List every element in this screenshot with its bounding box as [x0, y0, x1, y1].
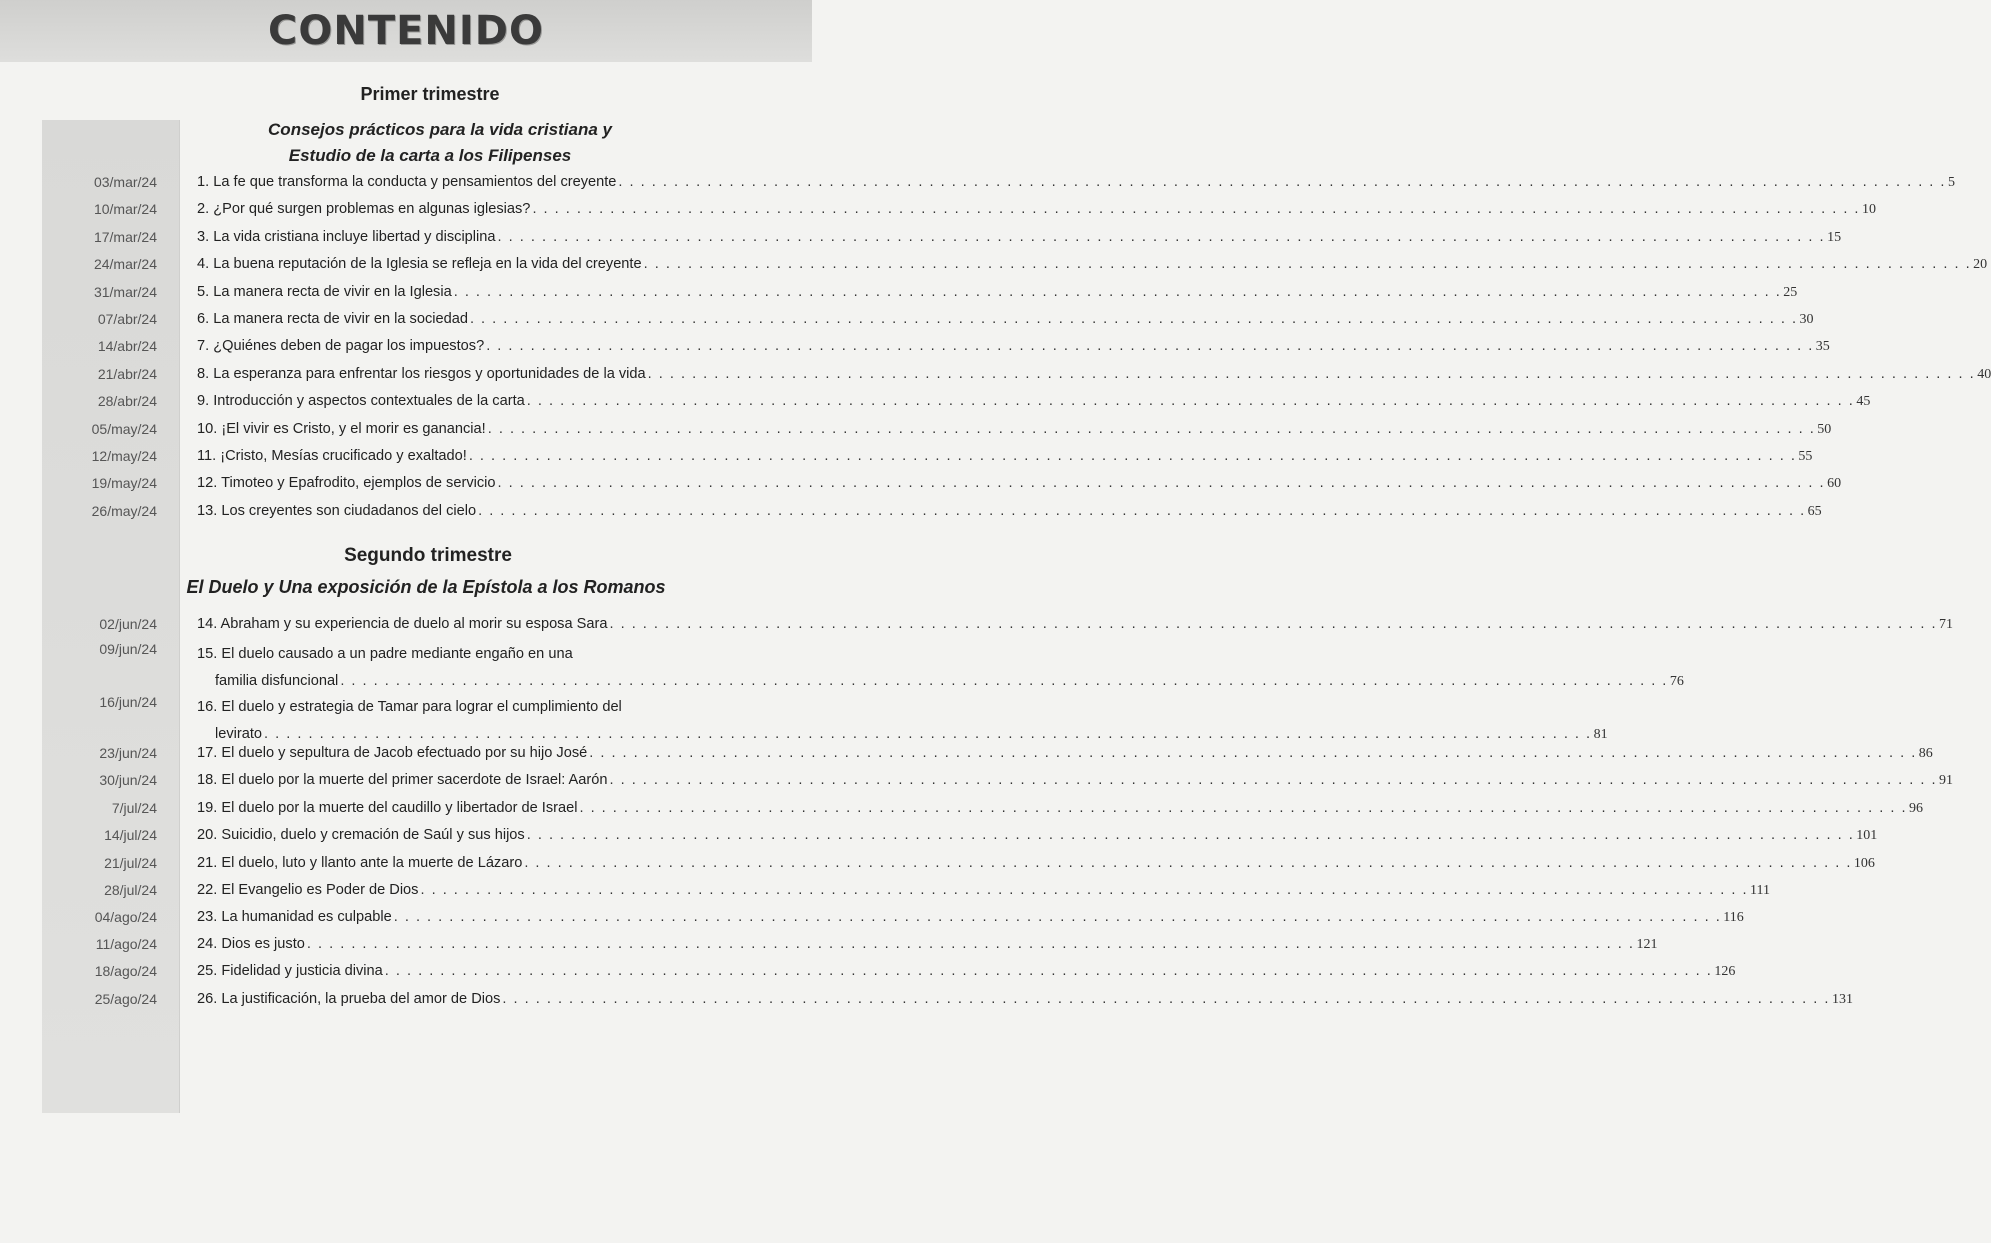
- page-number: 126: [1714, 964, 1736, 979]
- lesson-date: 14/jul/24: [104, 827, 157, 843]
- lesson-row: [0, 228, 1842, 255]
- lesson-title: 12. Timoteo y Epafrodito, ejemplos de servicio: [197, 475, 496, 492]
- lesson-date: 25/ago/24: [94, 991, 157, 1007]
- page-number: 35: [1815, 339, 1830, 355]
- page-number: 116: [1723, 910, 1744, 925]
- dot-leader: . . . . . . . . . . . . . . . . . . . . . . . . . . . . . . . . . . . . . . . . . . . . . . . . . . . . . . . . . . . . . . . . . . . . . . . . . . . . . . . . . . . . . . . . . . . . . . . . . . . . . . . . . . . . . . . . . . . . . . . .: [264, 726, 1592, 742]
- lesson-row: [0, 256, 1988, 282]
- dot-leader: . . . . . . . . . . . . . . . . . . . . . . . . . . . . . . . . . . . . . . . . . . . . . . . . . . . . . . . . . . . . . . . . . . . . . . . . . . . . . . . . . . . . . . . . . . . . . . . . . . . . . . . . . . . . . . . . . . . . . . . .: [618, 174, 1946, 190]
- q1-subtitle-line-1: Consejos prácticos para la vida cristiana y: [268, 120, 612, 139]
- lesson-date: 16/jun/24: [99, 694, 157, 710]
- lesson-title: 22. El Evangelio es Poder de Dios: [197, 882, 419, 898]
- page-number: 86: [1918, 746, 1933, 761]
- page-number: 55: [1798, 449, 1813, 464]
- lesson-title: 1. La fe que transforma la conducta y pensamientos del creyente: [197, 174, 617, 190]
- lesson-row: [0, 448, 1813, 474]
- lesson-row: [0, 745, 1933, 771]
- lesson-title: 26. La justificación, la prueba del amor de Dios: [197, 991, 501, 1007]
- lesson-title: 13. Los creyentes son ciudadanos del cielo: [197, 502, 477, 519]
- lesson-row: [0, 936, 1658, 962]
- page-number: 96: [1909, 801, 1924, 816]
- lesson-title: 19. El duelo por la muerte del caudillo y libertador de Israel: [197, 800, 578, 816]
- lesson-title: 24. Dios es justo: [197, 936, 305, 952]
- lesson-title: 11. ¡Cristo, Mesías crucificado y exaltado!: [197, 448, 467, 464]
- lesson-title: 16. El duelo y estrategia de Tamar para lograr el cumplimiento del: [197, 699, 622, 715]
- lesson-row: [0, 963, 1736, 989]
- lesson-row: [0, 800, 1924, 826]
- lesson-date: 31/mar/24: [93, 283, 157, 300]
- lesson-date: 23/jun/24: [99, 745, 157, 761]
- lesson-row: [0, 338, 1830, 364]
- lesson-title: familia disfuncional: [215, 673, 339, 689]
- page-number: 121: [1636, 937, 1658, 952]
- dot-leader: . . . . . . . . . . . . . . . . . . . . . . . . . . . . . . . . . . . . . . . . . . . . . . . . . . . . . . . . . . . . . . . . . . . . . . . . . . . . . . . . . . . . . . . . . . . . . . . . . . . . . . . . . . . . . . . . . . . . . . . .: [524, 855, 1852, 871]
- lesson-row: [0, 502, 1822, 529]
- q2-subtitle: El Duelo y Una exposición de la Epístola a los Romanos: [186, 577, 666, 597]
- lesson-row: [0, 855, 1875, 881]
- dot-leader: . . . . . . . . . . . . . . . . . . . . . . . . . . . . . . . . . . . . . . . . . . . . . . . . . . . . . . . . . . . . . . . . . . . . . . . . . . . . . . . . . . . . . . . . . . . . . . . . . . . . . . . . . . . . . . . . . . . . . . . .: [384, 963, 1713, 979]
- lesson-title: 7. ¿Quiénes deben de pagar los impuestos?: [197, 338, 485, 355]
- dot-leader: . . . . . . . . . . . . . . . . . . . . . . . . . . . . . . . . . . . . . . . . . . . . . . . . . . . . . . . . . . . . . . . . . . . . . . . . . . . . . . . . . . . . . . . . . . . . . . . . . . . . . . . . . . . . . . . . . . . . . . . .: [306, 936, 1635, 952]
- page-number: 15: [1827, 229, 1842, 245]
- page-number: 10: [1862, 202, 1876, 218]
- page-number: 111: [1750, 883, 1771, 898]
- lesson-row: [0, 365, 1991, 392]
- q1-title: Primer trimestre: [360, 84, 500, 104]
- lesson-date: 19/may/24: [91, 475, 157, 492]
- lesson-title: 4. La buena reputación de la Iglesia se refleja en la vida del creyente: [197, 256, 642, 273]
- page-number: 106: [1853, 856, 1875, 871]
- lesson-date: 09/jun/24: [99, 641, 157, 657]
- dot-leader: . . . . . . . . . . . . . . . . . . . . . . . . . . . . . . . . . . . . . . . . . . . . . . . . . . . . . . . . . . . . . . . . . . . . . . . . . . . . . . . . . . . . . . . . . . . . . . . . . . . . . . . . . . . . . . . . . . . . . . . .: [647, 365, 1976, 382]
- lesson-date: 10/mar/24: [93, 201, 157, 218]
- dot-leader: . . . . . . . . . . . . . . . . . . . . . . . . . . . . . . . . . . . . . . . . . . . . . . . . . . . . . . . . . . . . . . . . . . . . . . . . . . . . . . . . . . . . . . . . . . . . . . . . . . . . . . . . . . . . . . . . . . . . . . . .: [469, 311, 1798, 327]
- lesson-row: [0, 772, 1954, 798]
- dot-leader: . . . . . . . . . . . . . . . . . . . . . . . . . . . . . . . . . . . . . . . . . . . . . . . . . . . . . . . . . . . . . . . . . . . . . . . . . . . . . . . . . . . . . . . . . . . . . . . . . . . . . . . . . . . . . . . . . . . . . . . .: [502, 991, 1830, 1007]
- dot-leader: . . . . . . . . . . . . . . . . . . . . . . . . . . . . . . . . . . . . . . . . . . . . . . . . . . . . . . . . . . . . . . . . . . . . . . . . . . . . . . . . . . . . . . . . . . . . . . . . . . . . . . . . . . . . . . . . . . . . . . . .: [478, 502, 1806, 519]
- lesson-title: 21. El duelo, luto y llanto ante la muerte de Lázaro: [197, 855, 523, 871]
- page-number: 30: [1799, 312, 1814, 327]
- lesson-date: 05/may/24: [91, 420, 157, 437]
- dot-leader: . . . . . . . . . . . . . . . . . . . . . . . . . . . . . . . . . . . . . . . . . . . . . . . . . . . . . . . . . . . . . . . . . . . . . . . . . . . . . . . . . . . . . . . . . . . . . . . . . . . . . . . . . . . . . . . . . . . . . . . .: [497, 475, 1826, 492]
- lesson-title: 18. El duelo por la muerte del primer sacerdote de Israel: Aarón: [197, 772, 608, 788]
- lesson-row: [0, 311, 1814, 337]
- q1-subtitle-line-2: Estudio de la carta a los Filipenses: [288, 146, 572, 165]
- lesson-date: 12/may/24: [91, 448, 157, 464]
- page-number: 76: [1669, 674, 1684, 689]
- lesson-title: 5. La manera recta de vivir en la Iglesia: [197, 283, 452, 300]
- lesson-row: [0, 393, 1871, 419]
- dot-leader: . . . . . . . . . . . . . . . . . . . . . . . . . . . . . . . . . . . . . . . . . . . . . . . . . . . . . . . . . . . . . . . . . . . . . . . . . . . . . . . . . . . . . . . . . . . . . . . . . . . . . . . . . . . . . . . . . . . . . . . .: [609, 772, 1938, 788]
- lesson-title: 17. El duelo y sepultura de Jacob efectuado por su hijo José: [197, 745, 588, 761]
- dot-leader: . . . . . . . . . . . . . . . . . . . . . . . . . . . . . . . . . . . . . . . . . . . . . . . . . . . . . . . . . . . . . . . . . . . . . . . . . . . . . . . . . . . . . . . . . . . . . . . . . . . . . . . . . . . . . . . . . . . . . . . .: [420, 882, 1749, 898]
- dot-leader: . . . . . . . . . . . . . . . . . . . . . . . . . . . . . . . . . . . . . . . . . . . . . . . . . . . . . . . . . . . . . . . . . . . . . . . . . . . . . . . . . . . . . . . . . . . . . . . . . . . . . . . . . . . . . . . . . . . . . . . .: [453, 283, 1782, 300]
- lesson-date: 21/jul/24: [104, 855, 157, 871]
- lesson-title: 25. Fidelidad y justicia divina: [197, 963, 383, 979]
- lesson-date: 26/may/24: [91, 502, 157, 519]
- lesson-title: 15. El duelo causado a un padre mediante engaño en una: [197, 646, 573, 662]
- lesson-row: [0, 991, 1853, 1017]
- dot-leader: . . . . . . . . . . . . . . . . . . . . . . . . . . . . . . . . . . . . . . . . . . . . . . . . . . . . . . . . . . . . . . . . . . . . . . . . . . . . . . . . . . . . . . . . . . . . . . . . . . . . . . . . . . . . . . . . . . . . . . . .: [487, 420, 1816, 437]
- lesson-row: [0, 694, 1608, 742]
- page-number: 101: [1856, 828, 1878, 843]
- page-number: 50: [1817, 421, 1832, 437]
- lesson-date: 30/jun/24: [99, 772, 157, 788]
- page-title: CONTENIDO: [267, 8, 544, 54]
- lesson-date: 17/mar/24: [93, 228, 157, 245]
- dot-leader: . . . . . . . . . . . . . . . . . . . . . . . . . . . . . . . . . . . . . . . . . . . . . . . . . . . . . . . . . . . . . . . . . . . . . . . . . . . . . . . . . . . . . . . . . . . . . . . . . . . . . . . . . . . . . . . . . . . . . . . .: [643, 256, 1972, 273]
- page-number: 20: [1973, 257, 1988, 273]
- lesson-date: 24/mar/24: [93, 256, 157, 273]
- lesson-title: 3. La vida cristiana incluye libertad y disciplina: [197, 228, 496, 245]
- lesson-title: 23. La humanidad es culpable: [197, 909, 392, 925]
- q2-title: Segundo trimestre: [344, 545, 512, 566]
- lesson-date: 03/mar/24: [93, 174, 157, 190]
- lesson-row: [0, 641, 1684, 689]
- page-number: 71: [1939, 617, 1954, 632]
- lesson-row: [0, 616, 1954, 642]
- lesson-row: [0, 201, 1876, 227]
- lesson-date: 14/abr/24: [97, 338, 157, 355]
- dot-leader: . . . . . . . . . . . . . . . . . . . . . . . . . . . . . . . . . . . . . . . . . . . . . . . . . . . . . . . . . . . . . . . . . . . . . . . . . . . . . . . . . . . . . . . . . . . . . . . . . . . . . . . . . . . . . . . . . . . . . . . .: [486, 338, 1814, 355]
- lesson-title: 14. Abraham y su experiencia de duelo al morir su esposa Sara: [197, 616, 608, 632]
- lesson-row: [0, 909, 1744, 935]
- dot-leader: . . . . . . . . . . . . . . . . . . . . . . . . . . . . . . . . . . . . . . . . . . . . . . . . . . . . . . . . . . . . . . . . . . . . . . . . . . . . . . . . . . . . . . . . . . . . . . . . . . . . . . . . . . . . . . . . . . . . . . . .: [526, 827, 1855, 843]
- dot-leader: . . . . . . . . . . . . . . . . . . . . . . . . . . . . . . . . . . . . . . . . . . . . . . . . . . . . . . . . . . . . . . . . . . . . . . . . . . . . . . . . . . . . . . . . . . . . . . . . . . . . . . . . . . . . . . . . . . . . . . . .: [468, 448, 1797, 464]
- dot-leader: . . . . . . . . . . . . . . . . . . . . . . . . . . . . . . . . . . . . . . . . . . . . . . . . . . . . . . . . . . . . . . . . . . . . . . . . . . . . . . . . . . . . . . . . . . . . . . . . . . . . . . . . . . . . . . . . . . . . . . . .: [497, 228, 1826, 245]
- lesson-date: 18/ago/24: [94, 963, 157, 979]
- lesson-title: 9. Introducción y aspectos contextuales de la carta: [197, 393, 525, 410]
- lesson-title: 6. La manera recta de vivir en la sociedad: [197, 311, 468, 327]
- lesson-row: [0, 420, 1832, 447]
- dot-leader: . . . . . . . . . . . . . . . . . . . . . . . . . . . . . . . . . . . . . . . . . . . . . . . . . . . . . . . . . . . . . . . . . . . . . . . . . . . . . . . . . . . . . . . . . . . . . . . . . . . . . . . . . . . . . . . . . . . . . . . .: [526, 393, 1855, 410]
- lesson-row: [0, 475, 1842, 501]
- page-number: 60: [1827, 476, 1842, 492]
- lesson-date: 7/jul/24: [111, 800, 157, 816]
- lesson-title: 2. ¿Por qué surgen problemas en algunas iglesias?: [197, 201, 531, 218]
- lesson-date: 04/ago/24: [94, 909, 157, 925]
- lesson-title: levirato: [215, 726, 263, 742]
- page-number: 40: [1977, 366, 1991, 382]
- lesson-title: 8. La esperanza para enfrentar los riesgos y oportunidades de la vida: [197, 365, 646, 382]
- dot-leader: . . . . . . . . . . . . . . . . . . . . . . . . . . . . . . . . . . . . . . . . . . . . . . . . . . . . . . . . . . . . . . . . . . . . . . . . . . . . . . . . . . . . . . . . . . . . . . . . . . . . . . . . . . . . . . . . . . . . . . . .: [340, 673, 1668, 689]
- lesson-date: 02/jun/24: [99, 616, 157, 632]
- page-number: 131: [1831, 992, 1853, 1007]
- dot-leader: . . . . . . . . . . . . . . . . . . . . . . . . . . . . . . . . . . . . . . . . . . . . . . . . . . . . . . . . . . . . . . . . . . . . . . . . . . . . . . . . . . . . . . . . . . . . . . . . . . . . . . . . . . . . . . . . . . . . . . . .: [579, 800, 1908, 816]
- page-number: 45: [1856, 394, 1871, 410]
- dot-leader: . . . . . . . . . . . . . . . . . . . . . . . . . . . . . . . . . . . . . . . . . . . . . . . . . . . . . . . . . . . . . . . . . . . . . . . . . . . . . . . . . . . . . . . . . . . . . . . . . . . . . . . . . . . . . . . . . . . . . . . .: [589, 745, 1917, 761]
- lesson-row: [0, 283, 1798, 310]
- lesson-date: 07/abr/24: [97, 311, 157, 327]
- lesson-date: 21/abr/24: [97, 365, 157, 382]
- lesson-date: 28/abr/24: [97, 393, 157, 410]
- lesson-title: 10. ¡El vivir es Cristo, y el morir es ganancia!: [197, 420, 486, 437]
- lesson-date: 28/jul/24: [104, 882, 157, 898]
- lesson-row: [0, 174, 1955, 200]
- lesson-row: [0, 882, 1771, 908]
- lesson-title: 20. Suicidio, duelo y cremación de Saúl y sus hijos: [197, 827, 525, 843]
- page-number: 81: [1593, 727, 1608, 742]
- dot-leader: . . . . . . . . . . . . . . . . . . . . . . . . . . . . . . . . . . . . . . . . . . . . . . . . . . . . . . . . . . . . . . . . . . . . . . . . . . . . . . . . . . . . . . . . . . . . . . . . . . . . . . . . . . . . . . . . . . . . . . . .: [532, 201, 1860, 218]
- lesson-row: [0, 827, 1878, 853]
- page-number: 5: [1947, 175, 1955, 190]
- lesson-date: 11/ago/24: [95, 936, 157, 952]
- page-number: 65: [1807, 503, 1822, 519]
- page-number: 91: [1939, 773, 1954, 788]
- dot-leader: . . . . . . . . . . . . . . . . . . . . . . . . . . . . . . . . . . . . . . . . . . . . . . . . . . . . . . . . . . . . . . . . . . . . . . . . . . . . . . . . . . . . . . . . . . . . . . . . . . . . . . . . . . . . . . . . . . . . . . . .: [393, 909, 1722, 925]
- page-number: 25: [1783, 284, 1798, 300]
- dot-leader: . . . . . . . . . . . . . . . . . . . . . . . . . . . . . . . . . . . . . . . . . . . . . . . . . . . . . . . . . . . . . . . . . . . . . . . . . . . . . . . . . . . . . . . . . . . . . . . . . . . . . . . . . . . . . . . . . . . . . . . .: [609, 616, 1938, 632]
